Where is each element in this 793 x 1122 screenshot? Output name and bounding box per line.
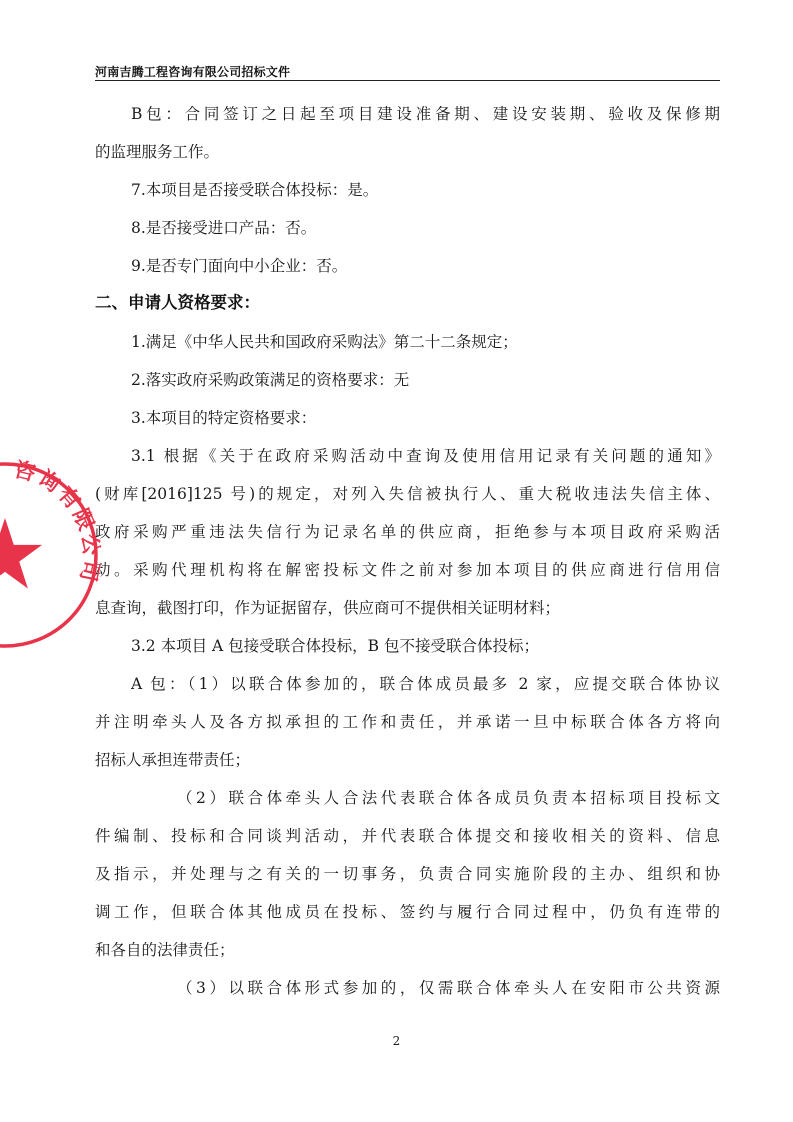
seal-star	[0, 518, 42, 589]
page-number: 2	[392, 1034, 401, 1048]
a-package-text-line: A 包：（1）以联合体参加的，联合体成员最多 2 家，应提交联合体协议	[131, 675, 720, 693]
clause-2-line: 调工作，但联合体其他成员在投标、签约与履行合同过程中，仍负有连带的	[95, 903, 720, 921]
requirement-3: 3.本项目的特定资格要求：	[131, 409, 317, 427]
item-9: 9.是否专门面向中小企业：否。	[131, 257, 348, 275]
a-package-text-line: 招标人承担连带责任；	[95, 751, 251, 769]
section-heading: 二、申请人资格要求：	[95, 293, 260, 312]
company-seal-stamp	[0, 457, 104, 650]
requirement-3-1-line: 息查询，截图打印，作为证据留存，供应商可不提供相关证明材料；	[95, 599, 561, 617]
seal-text: 咨询有限公司	[11, 457, 104, 587]
a-package-text-line: 并注明牵头人及各方拟承担的工作和责任，并承诺一旦中标联合体各方将向	[95, 713, 720, 731]
requirement-2: 2.落实政府采购政策满足的资格要求：无	[131, 371, 410, 389]
clause-2-line: 和各自的法律责任；	[95, 941, 235, 959]
requirement-3-1-line: 政府采购严重违法失信行为记录名单的供应商，拒绝参与本项目政府采购活	[95, 523, 720, 541]
header-company-title: 河南吉腾工程咨询有限公司招标文件	[95, 65, 291, 79]
clause-2-line: （2）联合体牵头人合法代表联合体各成员负责本招标项目投标文	[177, 789, 720, 807]
header-divider	[95, 80, 720, 81]
item-7: 7.本项目是否接受联合体投标：是。	[131, 181, 379, 199]
requirement-3-1-line: 3.1 根据《关于在政府采购活动中查询及使用信用记录有关问题的通知》	[131, 447, 720, 465]
b-package-text-line: B包：合同签订之日起至项目建设准备期、建设安装期、验收及保修期	[131, 105, 720, 123]
requirement-3-2: 3.2 本项目 A 包接受联合体投标，B 包不接受联合体投标；	[131, 637, 539, 655]
clause-2-line: 及指示，并处理与之有关的一切事务，负责合同实施阶段的主办、组织和协	[95, 865, 720, 883]
requirement-3-1-line: 动。采购代理机构将在解密投标文件之前对参加本项目的供应商进行信用信	[95, 561, 720, 579]
b-package-text-line: 的监理服务工作。	[95, 143, 220, 161]
requirement-3-1-line: (财库[2016]125 号)的规定，对列入失信被执行人、重大税收违法失信主体、	[95, 485, 720, 503]
requirement-1: 1.满足《中华人民共和国政府采购法》第二十二条规定；	[131, 333, 518, 351]
clause-3-line: （3）以联合体形式参加的，仅需联合体牵头人在安阳市公共资源	[177, 979, 720, 997]
item-8: 8.是否接受进口产品：否。	[131, 219, 317, 237]
clause-2-line: 件编制、投标和合同谈判活动，并代表联合体提交和接收相关的资料、信息	[95, 827, 720, 845]
